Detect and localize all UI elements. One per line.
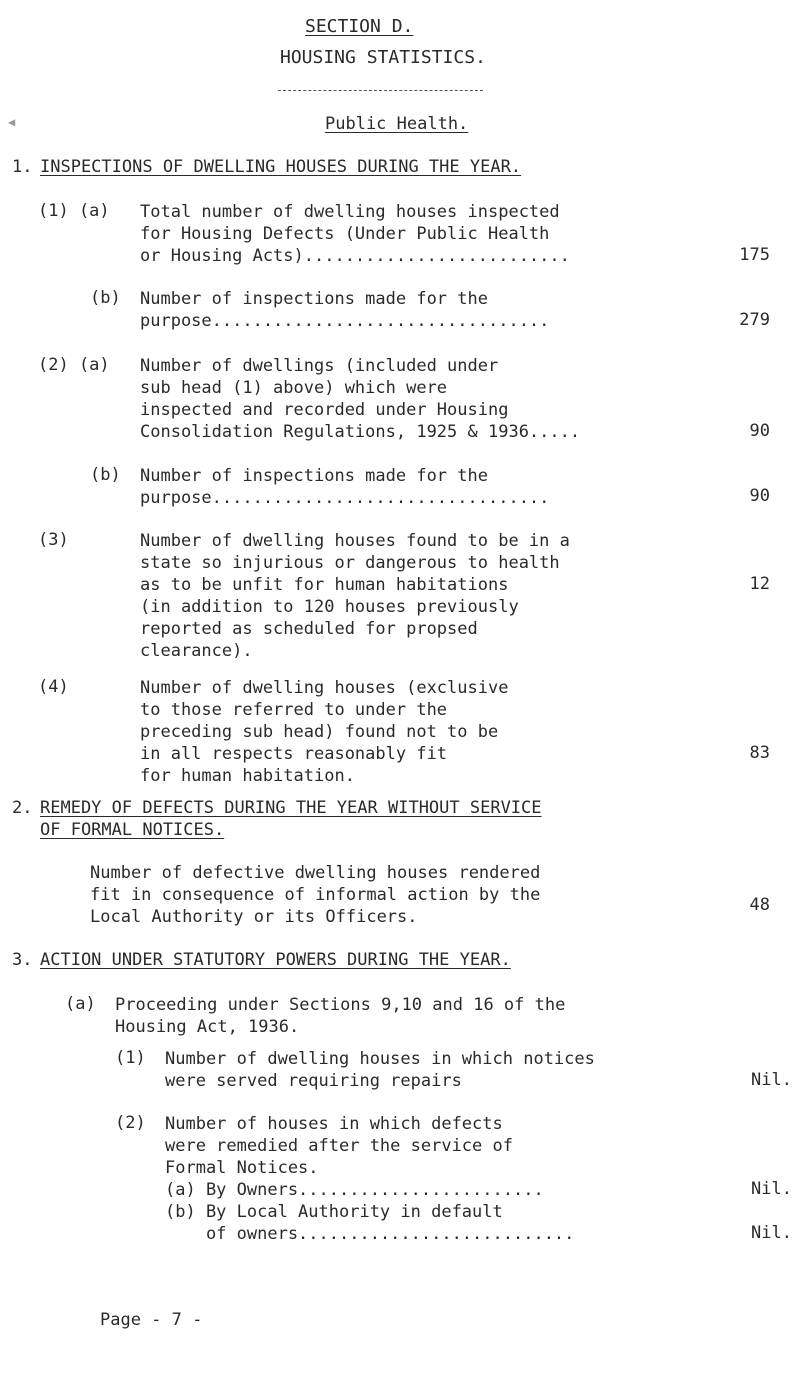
item-3a2-line-b: (b) By Local Authority in default	[165, 1202, 503, 1222]
item-3a2-line-a: (a) By Owners........................	[165, 1180, 544, 1200]
item-2b-line: purpose.................................	[140, 488, 550, 508]
item-3a2-line: Number of houses in which defects	[165, 1114, 503, 1134]
document-title: HOUSING STATISTICS.	[280, 47, 486, 68]
section-3-number: 3.	[12, 950, 33, 970]
item-3-line: reported as scheduled for propsed	[140, 619, 478, 639]
item-1b-label: (b)	[90, 288, 121, 308]
item-3a-line: Proceeding under Sections 9,10 and 16 of the	[115, 995, 566, 1015]
section-2-line: Local Authority or its Officers.	[90, 907, 418, 927]
item-2a-line: Consolidation Regulations, 1925 & 1936.....	[140, 422, 581, 442]
subtitle: Public Health.	[325, 114, 469, 134]
item-2a-label: (2) (a)	[38, 355, 110, 375]
section-3-heading: ACTION UNDER STATUTORY POWERS DURING THE YEAR.	[40, 950, 511, 970]
item-3-line: (in addition to 120 houses previously	[140, 597, 519, 617]
item-3a-label: (a)	[65, 994, 96, 1014]
item-4-value: 83	[749, 743, 770, 763]
item-4-label: (4)	[38, 677, 69, 697]
section-title: SECTION D.	[305, 16, 414, 37]
item-2a-text	[140, 355, 580, 443]
item-2b-label: (b)	[90, 465, 121, 485]
item-3-line: Number of dwelling houses found to be in a	[140, 531, 570, 551]
page-number: Page - 7 -	[100, 1310, 203, 1330]
section-2-heading: REMEDY OF DEFECTS DURING THE YEAR WITHOUT SERVICE	[40, 798, 542, 818]
item-3a-text	[115, 994, 565, 1038]
item-2b-value: 90	[749, 486, 770, 506]
item-3-line: as to be unfit for human habitations	[140, 575, 509, 595]
item-2a-value: 90	[749, 421, 770, 441]
section-2-value: 48	[749, 895, 770, 915]
item-3a-line: Housing Act, 1936.	[115, 1017, 300, 1037]
section-2-line: fit in consequence of informal action by the	[90, 885, 541, 905]
item-3a1-text	[165, 1048, 595, 1092]
item-4-line: preceding sub head) found not to be	[140, 722, 499, 742]
item-1a-line: Total number of dwelling houses inspected	[140, 202, 560, 222]
item-3a2a-value: Nil.	[751, 1179, 792, 1199]
item-4-line: Number of dwelling houses (exclusive	[140, 678, 509, 698]
section-2-heading-cont: OF FORMAL NOTICES.	[40, 820, 225, 840]
item-3-value: 12	[749, 574, 770, 594]
item-3a2-line-b: of owners...........................	[165, 1224, 575, 1244]
item-1a-text	[140, 201, 570, 267]
item-2b-text	[140, 465, 549, 509]
item-3a1-line: were served requiring repairs	[165, 1071, 462, 1091]
item-3a2-line: Formal Notices.	[165, 1158, 319, 1178]
item-4-text	[140, 677, 508, 787]
title-rule	[278, 90, 483, 91]
item-1a-line: or Housing Acts)..........................	[140, 246, 570, 266]
item-2a-line: sub head (1) above) which were	[140, 378, 448, 398]
item-1b-line: Number of inspections made for the	[140, 289, 488, 309]
item-3a2b-value: Nil.	[751, 1223, 792, 1243]
section-2-text	[90, 862, 540, 928]
item-3a1-value: Nil.	[751, 1070, 792, 1090]
item-3a1-label: (1)	[115, 1048, 146, 1068]
item-3a2-label: (2)	[115, 1113, 146, 1133]
item-4-line: in all respects reasonably fit	[140, 744, 448, 764]
item-1a-label: (1) (a)	[38, 201, 110, 221]
item-3a2-line: were remedied after the service of	[165, 1136, 513, 1156]
section-2-number: 2.	[12, 798, 33, 818]
item-3-line: clearance).	[140, 641, 253, 661]
item-1a-line: for Housing Defects (Under Public Health	[140, 224, 550, 244]
item-2a-line: inspected and recorded under Housing	[140, 400, 509, 420]
margin-mark-icon: ◀	[8, 115, 16, 129]
item-3-line: state so injurious or dangerous to health	[140, 553, 560, 573]
item-1b-line: purpose.................................	[140, 311, 550, 331]
item-3-text	[140, 530, 570, 662]
section-1-number: 1.	[12, 157, 33, 177]
item-3a2-text	[165, 1113, 574, 1245]
item-1b-value: 279	[739, 310, 770, 330]
item-2a-line: Number of dwellings (included under	[140, 356, 499, 376]
item-3-label: (3)	[38, 530, 69, 550]
section-1-heading: INSPECTIONS OF DWELLING HOUSES DURING THE YEAR.	[40, 157, 522, 177]
item-4-line: for human habitation.	[140, 766, 355, 786]
section-2-line: Number of defective dwelling houses rendered	[90, 863, 541, 883]
item-1b-text	[140, 288, 549, 332]
item-1a-value: 175	[739, 245, 770, 265]
item-4-line: to those referred to under the	[140, 700, 448, 720]
item-3a1-line: Number of dwelling houses in which notices	[165, 1049, 595, 1069]
item-2b-line: Number of inspections made for the	[140, 466, 488, 486]
